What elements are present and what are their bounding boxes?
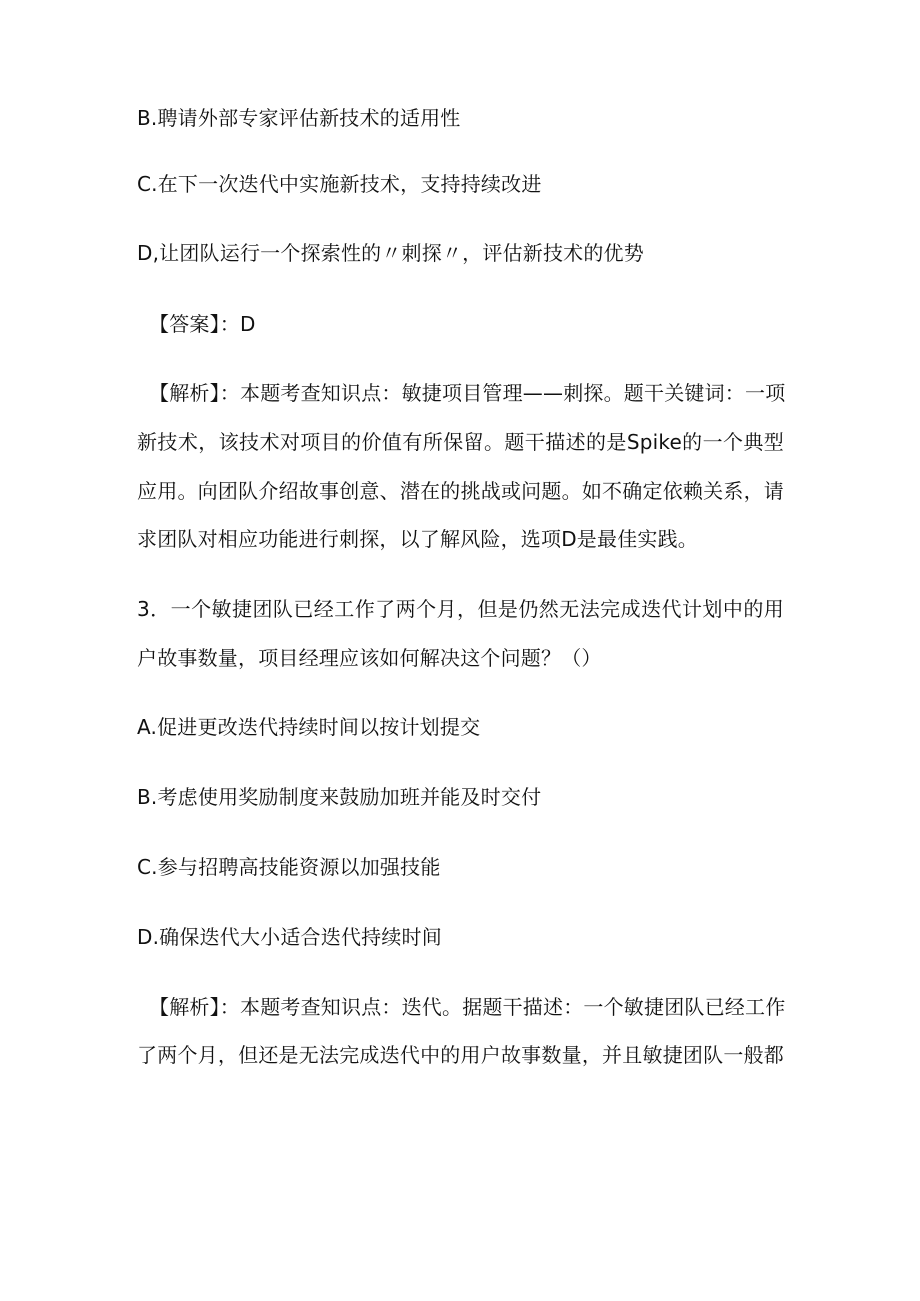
option-b-line: B.聘请外部专家评估新技术的适用性: [137, 106, 461, 130]
analysis-paragraph-line: 求团队对相应功能进行刺探，以了解风险，选项D是最佳实践。: [137, 527, 698, 551]
analysis-paragraph-line: 新技术，该技术对项目的价值有所保留。题干描述的是Spike的一个典型: [137, 430, 784, 454]
option-a-line: A.促进更改迭代持续时间以按计划提交: [137, 715, 481, 739]
question-3-line: 3．一个敏捷团队已经工作了两个月，但是仍然无法完成迭代计划中的用: [137, 597, 784, 621]
option-c-line: C.参与招聘高技能资源以加强技能: [137, 855, 441, 879]
option-d-line: D.确保迭代大小适合迭代持续时间: [137, 925, 442, 949]
analysis-paragraph-line: 【解析】：本题考查知识点：敏捷项目管理——刺探。题干关键词：一项: [149, 381, 786, 405]
answer-line: 【答案】：D: [149, 312, 256, 336]
option-c-line: C.在下一次迭代中实施新技术，支持持续改进: [137, 172, 542, 196]
analysis-paragraph-line: 了两个月，但还是无法完成迭代中的用户故事数量，并且敏捷团队一般都: [137, 1043, 784, 1067]
question-3-line: 户故事数量，项目经理应该如何解决这个问题？（）: [137, 646, 602, 670]
analysis-paragraph-line: 【解析】：本题考查知识点：迭代。据题干描述：一个敏捷团队已经工作: [149, 995, 786, 1019]
option-b-line: B.考虑使用奖励制度来鼓励加班并能及时交付: [137, 785, 542, 809]
option-d-line: D,让团队运行一个探索性的〃刺探〃，评估新技术的优势: [137, 241, 644, 265]
analysis-paragraph-line: 应用。向团队介绍故事创意、潜在的挑战或问题。如不确定依赖关系，请: [137, 479, 784, 503]
